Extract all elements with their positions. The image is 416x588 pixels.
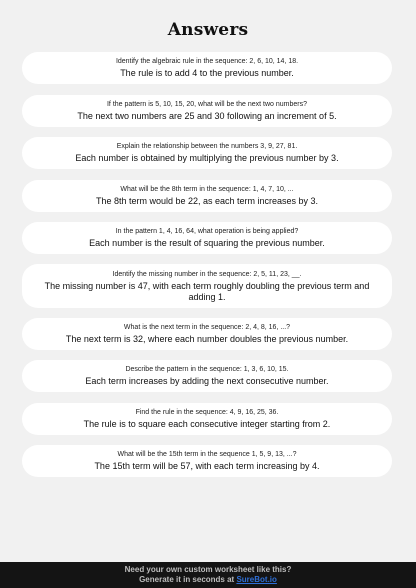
answer-card-6 [22,264,392,308]
question-text: What will be the 15th term in the sequence 1, 5, 9, 13, ...? [117,451,297,458]
promo-footer [0,562,416,588]
page-title: Answers [167,20,249,40]
footer-line-1: Need your own custom worksheet like this? [124,565,292,574]
answer-text: Each number is the result of squaring the previous number. [89,238,325,248]
answer-card-5 [22,222,392,254]
question-text: In the pattern 1, 4, 16, 64, what operation is being applied? [115,228,299,235]
answer-text: Each term increases by adding the next consecutive number. [85,376,329,386]
question-text: Identify the algebraic rule in the sequence: 2, 6, 10, 14, 18. [115,58,299,65]
question-text: Find the rule in the sequence: 4, 9, 16, 25, 36. [135,409,279,416]
answer-text: The missing number is 47, with each term roughly doubling the previous term and adding 1. [44,280,370,302]
question-text: What is the next term in the sequence: 2, 4, 8, 16, ...? [123,324,291,331]
answer-card-8 [22,360,392,392]
answer-card-10 [22,445,392,477]
answer-card-1 [22,52,392,84]
answer-card-4 [22,180,392,212]
question-text: Describe the pattern in the sequence: 1, 3, 6, 10, 15. [125,366,289,373]
question-text: Explain the relationship between the numbers 3, 9, 27, 81. [116,143,298,150]
question-text: If the pattern is 5, 10, 15, 20, what will be the next two numbers? [106,101,307,108]
answer-text: The rule is to add 4 to the previous number. [120,68,294,78]
footer-line-2 [0,575,416,585]
answer-text: The next term is 32, where each number doubles the previous number. [65,334,349,344]
answer-text: The 8th term would be 22, as each term increases by 3. [95,196,319,206]
answer-text: Each number is obtained by multiplying the previous number by 3. [75,153,339,163]
answer-text: The next two numbers are 25 and 30 following an increment of 5. [77,111,337,121]
answer-text: The 15th term will be 57, with each term increasing by 4. [94,461,320,471]
question-text: What will be the 8th term in the sequence: 1, 4, 7, 10, ... [120,186,294,193]
answer-card-3 [22,137,392,169]
answer-text: The rule is to square each consecutive integer starting from 2. [83,419,331,429]
answer-card-9 [22,403,392,435]
surebot-link[interactable]: SureBot.io [236,575,277,584]
answer-card-7 [22,318,392,350]
answer-card-2 [22,95,392,127]
footer-line-2-prefix: Generate it in seconds at [139,575,237,584]
question-text: Identify the missing number in the sequence: 2, 5, 11, 23, __. [112,270,302,278]
